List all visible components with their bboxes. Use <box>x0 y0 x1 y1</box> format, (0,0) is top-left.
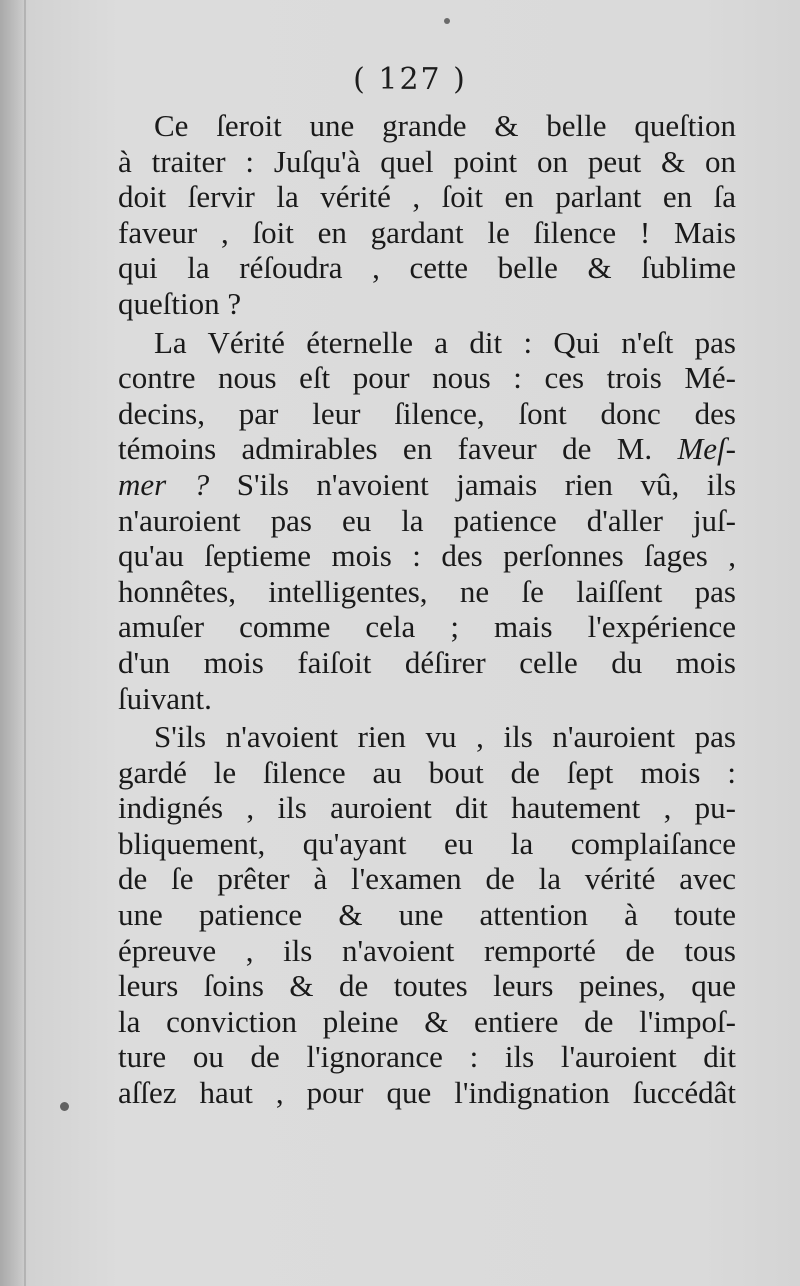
text-line: épreuve , ils n'avoient remporté de tous <box>118 932 736 968</box>
text-line: aſſez haut , pour que l'indignation ſuccédât <box>118 1075 736 1111</box>
page-gutter <box>0 0 26 1286</box>
text-line: faveur , ſoit en gardant le ſilence ! Mais <box>118 214 736 250</box>
text-line: honnêtes, intelligentes, ne ſe laiſſent pas <box>118 573 736 609</box>
text-line: gardé le ſilence au bout de ſept mois : <box>118 754 736 790</box>
ink-speck <box>60 1102 69 1111</box>
text-line: ſuivant. <box>118 680 212 716</box>
text-line: la conviction pleine & entiere de l'impoſ- <box>118 1003 736 1039</box>
text-line: indignés , ils auroient dit hautement , pu- <box>118 790 736 826</box>
text-line-with-name <box>118 431 736 467</box>
text-line: S'ils n'avoient rien vu , ils n'auroient pas <box>154 719 736 755</box>
text-line: queſtion ? <box>118 285 242 321</box>
text-line-with-name <box>118 467 736 503</box>
binding-fold <box>24 0 26 1286</box>
ink-speck <box>444 18 450 24</box>
text-fragment: témoins admirables en faveur de M. <box>118 431 653 467</box>
text-line: n'auroient pas eu la patience d'aller juſ- <box>118 502 736 538</box>
text-line: qui la réſoudra , cette belle & ſublime <box>118 250 736 286</box>
text-line: La Vérité éternelle a dit : Qui n'eſt pas <box>154 324 736 360</box>
text-line: contre nous eſt pour nous : ces trois Mé- <box>118 360 736 396</box>
text-line: à traiter : Juſqu'à quel point on peut & on <box>118 143 736 179</box>
italic-name: Meſ- <box>677 431 736 467</box>
text-line: bliquement, qu'ayant eu la complaiſance <box>118 825 736 861</box>
text-line: Ce ſeroit une grande & belle queſtion <box>154 108 736 143</box>
italic-name: mer ? <box>118 466 210 502</box>
text-line: amuſer comme cela ; mais l'expérience <box>118 609 736 645</box>
text-line: une patience & une attention à toute <box>118 897 736 933</box>
page-number: ( 127 ) <box>353 62 467 97</box>
text-line: doit ſervir la vérité , ſoit en parlant en ſa <box>118 179 736 215</box>
text-line: d'un mois faiſoit déſirer celle du mois <box>118 644 736 680</box>
body-text <box>118 108 736 1111</box>
text-line: qu'au ſeptieme mois : des perſonnes ſages , <box>118 538 736 574</box>
text-line: leurs ſoins & de toutes leurs peines, que <box>118 968 736 1004</box>
text-fragment: S'ils n'avoient jamais rien vû, ils <box>236 466 737 502</box>
text-line: de ſe prêter à l'examen de la vérité avec <box>118 861 736 897</box>
text-line: ture ou de l'ignorance : ils l'auroient dit <box>118 1039 736 1075</box>
text-line: decins, par leur ſilence, ſont donc des <box>118 395 736 431</box>
